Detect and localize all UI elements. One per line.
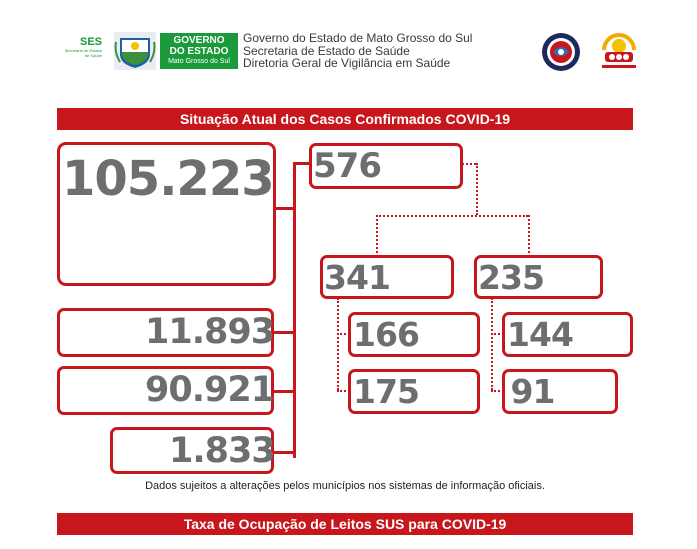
connector-recovered	[272, 390, 296, 393]
org-text	[243, 32, 472, 70]
clinical-public-value: 166	[353, 315, 419, 354]
gov-logo-line3: Mato Grosso do Sul	[168, 58, 230, 65]
confirmed-label-2: confirmados	[73, 246, 260, 281]
dotted-from-hospitalized	[462, 163, 476, 165]
deaths-value: 1.833	[169, 431, 275, 471]
clinical-beds-label-2: clínicos	[397, 278, 438, 292]
disclaimer-note: Dados sujeitos a alterações pelos municípios nos sistemas de informação oficiais.	[145, 480, 545, 492]
hospitalized-value-box	[313, 147, 379, 185]
isolation-label	[62, 318, 142, 348]
org-line-3: Diretoria Geral de Vigilância em Saúde	[243, 56, 451, 70]
icu-beds-value: 235	[478, 258, 544, 297]
clinical-beds-card	[320, 255, 454, 299]
clinical-public-label: Público	[429, 327, 470, 341]
gov-logo-line2: DO ESTADO	[169, 46, 229, 57]
isolation-value-box	[145, 312, 275, 353]
icu-public-value-box	[506, 316, 574, 353]
clinical-beds-value: 341	[324, 258, 390, 297]
connector-confirmed	[276, 207, 296, 210]
icu-beds-card	[474, 255, 603, 299]
org-line-2: Secretaria de Estado de Saúde	[243, 43, 410, 58]
icu-public-label: Público	[583, 327, 624, 341]
ses-logo-text: SES	[79, 36, 102, 48]
hospitalized-value: 576	[313, 146, 381, 186]
isolation-value: 11.893	[145, 312, 275, 352]
recovered-label: Recuperados	[64, 383, 140, 397]
ses-logo-sub1: Secretaria de Estado	[64, 48, 102, 53]
icu-private-card	[502, 369, 618, 414]
confirmed-label-1: Casos	[119, 211, 214, 246]
clinical-private-label: Privado	[429, 384, 472, 398]
connector-deaths	[272, 451, 296, 454]
clinical-beds-label-1: Leitos	[397, 263, 430, 277]
gov-ms-logo	[160, 33, 238, 69]
dotted-to-icu	[528, 215, 530, 257]
clinical-public-value-box	[352, 316, 420, 353]
recovered-card	[57, 366, 274, 415]
deaths-card	[110, 427, 274, 474]
hospitalized-card	[309, 143, 463, 189]
icu-private-value: 91	[510, 372, 555, 411]
section-title-bar: Situação Atual dos Casos Confirmados COVID-19	[57, 108, 633, 130]
clinical-beds-value-box	[324, 259, 390, 295]
confirmed-value-box	[62, 147, 274, 209]
dotted-vertical-center	[476, 163, 478, 215]
gov-logo-line1: GOVERNO	[173, 35, 225, 46]
icu-beds-value-box	[478, 259, 544, 295]
confirmed-value: 105.223	[62, 151, 274, 207]
isolation-label-2: domiciliar	[89, 333, 142, 347]
isolation-card	[57, 308, 274, 357]
clinical-public-card	[348, 312, 480, 357]
dotted-icu-branch	[491, 298, 493, 390]
deaths-label: Óbitos	[121, 443, 159, 457]
icu-public-card	[502, 312, 633, 357]
dotted-to-clinical	[376, 215, 378, 257]
state-coat-of-arms	[114, 32, 156, 70]
coe-logo-icon	[596, 30, 642, 72]
deaths-value-box	[169, 431, 275, 471]
connector-isolation	[272, 331, 296, 334]
icu-beds-label	[551, 263, 583, 293]
icu-beds-label-1: Leitos	[551, 263, 584, 277]
cievs-seal-icon	[541, 32, 581, 72]
ses-logo-sub2: de Saúde	[84, 53, 102, 58]
clinical-private-value: 175	[353, 372, 419, 411]
icu-private-value-box	[506, 373, 559, 410]
icu-public-value: 144	[507, 315, 573, 354]
clinical-private-card	[348, 369, 480, 414]
clinical-beds-label	[397, 263, 437, 293]
icu-beds-label-2: UTI	[551, 278, 571, 292]
isolation-label-1: Isolamento	[80, 318, 142, 332]
confirmed-cases-card	[57, 142, 276, 286]
ses-logo	[58, 36, 102, 58]
hospitalized-label: Internados	[384, 158, 444, 172]
org-line-1: Governo do Estado de Mato Grosso do Sul	[243, 31, 473, 45]
dotted-horizontal-split	[376, 215, 528, 217]
icu-private-label: Privado	[567, 384, 610, 398]
recovered-value-box	[145, 370, 275, 411]
dotted-clinical-branch	[337, 298, 339, 390]
clinical-private-value-box	[352, 373, 420, 410]
recovered-value: 90.921	[145, 370, 275, 410]
occupancy-title-bar: Taxa de Ocupação de Leitos SUS para COVID-19	[57, 513, 633, 535]
